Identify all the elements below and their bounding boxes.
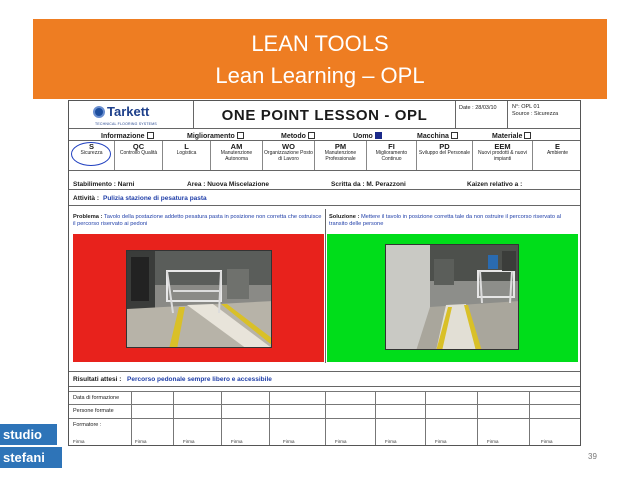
category-materiale: Materiale [492, 132, 531, 140]
signature-label: Firma [231, 439, 243, 444]
activity-value: Pulizia stazione di pesatura pasta [103, 195, 207, 202]
results-row [69, 371, 580, 387]
category-macchina: Macchina [417, 132, 458, 140]
checkbox [308, 132, 315, 139]
activity-label: Attività : [73, 195, 99, 202]
pillar-pd: PD Sviluppo del Personale [417, 141, 473, 170]
opl-source: Source : Sicurezza [512, 111, 559, 117]
slide-subtitle: Lean Learning – OPL [215, 63, 425, 88]
opl-title-cell [194, 101, 456, 128]
category-uomo: Uomo [353, 132, 382, 140]
training-row: Persone formate [69, 405, 580, 419]
pillars-row [69, 141, 580, 171]
signature-label: Firma [183, 439, 195, 444]
opl-number: N°: OPL 01 [512, 104, 540, 110]
slide-title: LEAN TOOLS [251, 31, 389, 56]
pillar-fi: FI Miglioramento Continuo [367, 141, 417, 170]
problem-text: Problema : Tavolo della postazione addetto pesatura pasta in posizione non corretta che ostruisce il percorso riservato ai pedoni [73, 214, 322, 227]
plant-info-row [69, 179, 580, 190]
kaizen: Kaizen relativo a : [467, 181, 523, 188]
category-miglioramento: Miglioramento [187, 132, 244, 140]
training-row: Data di formazione [69, 391, 580, 405]
category-row [69, 129, 580, 141]
logo-line-2: stefani [0, 447, 62, 468]
opl-date [456, 101, 508, 128]
pillar-eem: EEM Nuovi prodotti & nuovi impianti [473, 141, 533, 170]
column-divider [325, 209, 326, 363]
checkbox [451, 132, 458, 139]
logo-line-1: studio [0, 424, 57, 445]
results-label: Risultati attesi : [73, 376, 122, 383]
problem-panel [73, 234, 324, 362]
pillar-e: E Ambiente [546, 142, 569, 156]
checkbox [147, 132, 154, 139]
company-tagline: TECHNICAL FLOORING SYSTEMS [95, 122, 157, 126]
signature-label: Firma [435, 439, 447, 444]
title-banner [33, 19, 607, 99]
checkbox [524, 132, 531, 139]
page-number: 39 [588, 452, 597, 461]
pillar-qc: QC Controllo Qualità [115, 141, 163, 170]
tarkett-logo [69, 101, 194, 128]
category-informazione: Informazione [101, 132, 154, 140]
results-value: Percorso pedonale sempre libero e accessibile [127, 376, 272, 383]
written-by: Scritta da : M. Perazzoni [331, 181, 406, 188]
signature-label: Firma [135, 439, 147, 444]
studio-stefani-logo [0, 424, 62, 468]
selected-pillar-circle [71, 142, 111, 166]
training-row: Formatore : [73, 422, 102, 428]
plant: Stabilimento : Narni [73, 181, 135, 188]
opl-number-cell [508, 101, 581, 128]
signature-label: Firma [283, 439, 295, 444]
signature-label: Firma [335, 439, 347, 444]
problem-photo [126, 250, 272, 348]
opl-title: ONE POINT LESSON - OPL [221, 107, 428, 124]
signature-label: Firma [385, 439, 397, 444]
checkbox [237, 132, 244, 139]
solution-text: Soluzione : Mettere il tavolo in posizione corretta tale da non ostruire il percorso riservato al transito delle persone [329, 214, 562, 227]
area: Area : Nuova Miscelazione [187, 181, 269, 188]
date-value: Date : 28/03/10 [459, 105, 497, 111]
signature-label: Firma [487, 439, 499, 444]
pillar-am: AM Manutenzione Autonoma [211, 141, 263, 170]
activity-row [69, 192, 580, 206]
signature-label: Firma [73, 439, 85, 444]
signature-label: Firma [541, 439, 553, 444]
tarkett-logo-icon [93, 106, 105, 118]
company-name: Tarkett [107, 104, 150, 119]
training-grid [69, 391, 580, 446]
solution-photo [385, 244, 519, 350]
opl-header [69, 101, 580, 129]
checkbox-checked [375, 132, 382, 139]
solution-panel [327, 234, 578, 362]
pillar-s: S Sicurezza [69, 141, 115, 170]
opl-document [68, 100, 581, 446]
pillar-l: L Logistica [163, 141, 211, 170]
pillar-wo: WO Organizzazione Posto di Lavoro [263, 141, 315, 170]
pillar-pm: PM Manutenzione Professionale [315, 141, 367, 170]
category-metodo: Metodo [281, 132, 315, 140]
